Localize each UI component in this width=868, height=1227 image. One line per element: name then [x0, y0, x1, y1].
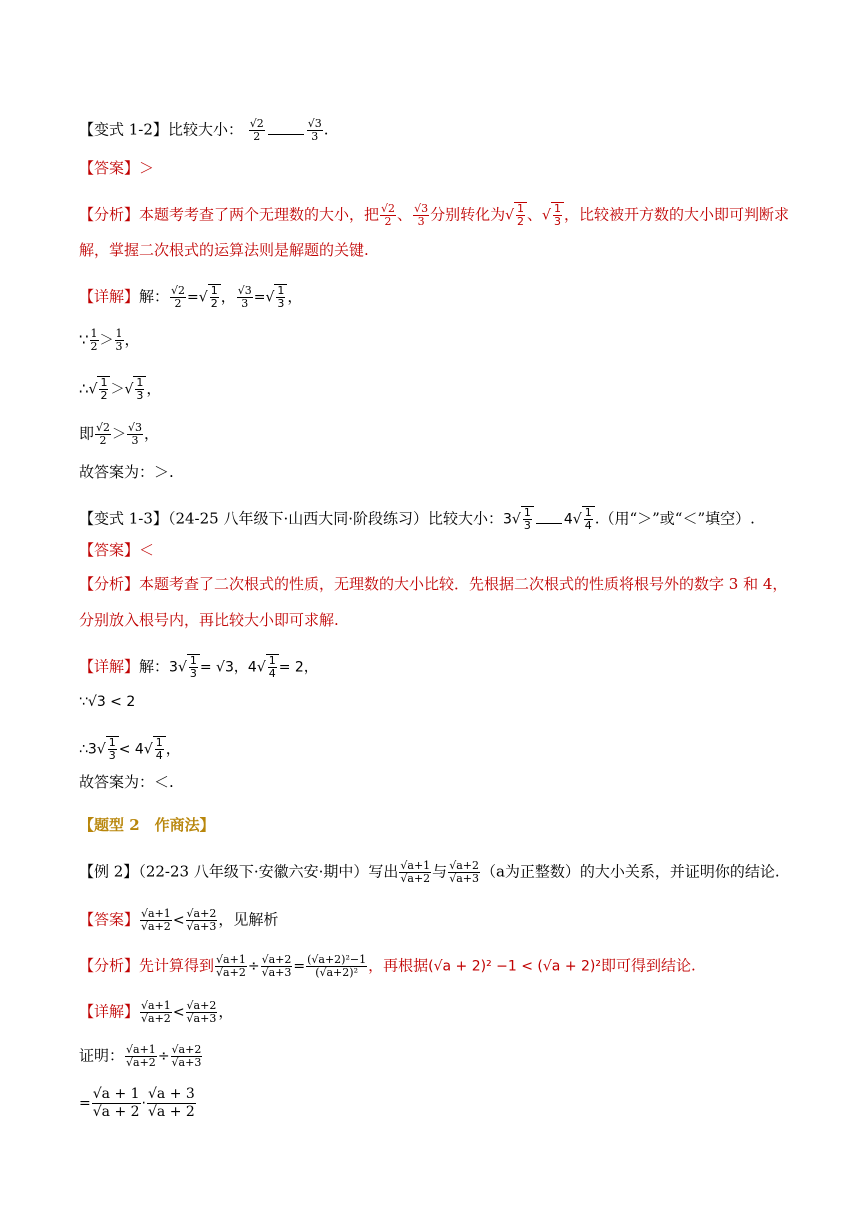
- variant-1-3-question: 【变式 1-3】（24-25 八年级下·山西大同·阶段练习）比较大小：3√ $\frac{1}{3}$ 4√ $\frac{1}{4}$ .（用“＞”或“＜”填空）.: [79, 506, 755, 532]
- variant-1-3-answer: 【答案】＜: [79, 541, 155, 559]
- fraction-sqrt2-over-2: $\frac{√2}{2}$: [249, 117, 264, 143]
- fraction-sqrt3-over-3: $\frac{√3}{3}$: [307, 117, 322, 143]
- variant-1-3-analysis-line2: 分别放入根号内，再比较大小即可求解.: [79, 611, 339, 629]
- variant-1-3-detail: 【详解】解：3√ $\frac{1}{3}$ = √3，4√ $\frac{1}{4}$ = 2，: [79, 654, 318, 680]
- example-2-answer: 【答案】 $\frac{√a+1}{√a+2}$ < $\frac{√a+2}{√a+3}$ ，见解析: [79, 907, 279, 933]
- example-2-analysis: 【分析】先计算得到 $\frac{√a+1}{√a+2}$ ÷ $\frac{√a+2}{√a+3}$ = $\frac{\text{(√a+2)²−1}}{\text{(√a+2)²}}$ ，再根据(√a + 2)² −1 < (√a + 2)²即可得到结论.: [79, 953, 696, 979]
- variant-1-2-answer: 【答案】＞: [79, 159, 155, 177]
- variant-1-3-step-because: ∵√3 < 2: [79, 694, 136, 710]
- example-2-proof: 证明： $\frac{√a+1}{√a+2}$ ÷ $\frac{√a+2}{√a+3}$: [79, 1043, 202, 1069]
- example-2-detail: 【详解】 $\frac{√a+1}{√a+2}$ < $\frac{√a+2}{√a+3}$ ，: [79, 999, 234, 1025]
- variant-1-2-analysis-line1: 【分析】本题考考查了两个无理数的大小，把 $\frac{√2}{2}$ 、 $\frac{√3}{3}$ 分别转化为√ $\frac{1}{2}$ 、√ $\frac{1}{3}$ ，比较被开方数的大小即可判断求: [79, 202, 789, 228]
- variant-1-2-step-because: ∵ $\frac{1}{2}$ ＞ $\frac{1}{3}$ ，: [79, 327, 140, 353]
- variant-1-2-step-ji: 即 $\frac{√2}{2}$ ＞ $\frac{√3}{3}$ ，: [79, 421, 160, 447]
- variant-1-3-analysis-line1: 【分析】本题考查了二次根式的性质，无理数的大小比较．先根据二次根式的性质将根号外的数字 3 和 4，: [79, 575, 788, 593]
- section-heading-type-2: 【题型 2 作商法】: [79, 816, 215, 834]
- example-2-question: 【例 2】（22-23 八年级下·安徽六安·期中）写出 $\frac{√a+1}{√a+2}$ 与 $\frac{√a+2}{√a+3}$ （a为正整数）的大小关系，并证明你的结论.: [79, 859, 780, 885]
- variant-label: 【变式 1-2】: [79, 120, 168, 139]
- variant-1-2-final: 故答案为：＞.: [79, 463, 174, 481]
- variant-1-2-detail: 【详解】解： $\frac{√2}{2}$ =√ $\frac{1}{2}$ ， $\frac{√3}{3}$ =√ $\frac{1}{3}$ ，: [79, 284, 303, 310]
- answer-blank: [268, 134, 304, 135]
- variant-1-3-step-therefore: ∴3√ $\frac{1}{3}$ < 4√ $\frac{1}{4}$ ，: [79, 736, 181, 762]
- variant-1-2-step-therefore: ∴√ $\frac{1}{2}$ ＞√ $\frac{1}{3}$ ，: [79, 376, 162, 402]
- variant-1-2-question: 【变式 1-2】比较大小： $\frac{√2}{2}$ $\frac{√3}{3}$ .: [79, 117, 329, 143]
- variant-1-3-final: 故答案为：＜.: [79, 773, 174, 791]
- example-2-proof-step: = $\frac{√a + 1}{√a + 2}$ · $\frac{√a + 3}{√a + 2}$: [79, 1086, 195, 1120]
- answer-blank: [536, 523, 562, 524]
- variant-1-2-analysis-line2: 解，掌握二次根式的运算法则是解题的关键.: [79, 241, 369, 259]
